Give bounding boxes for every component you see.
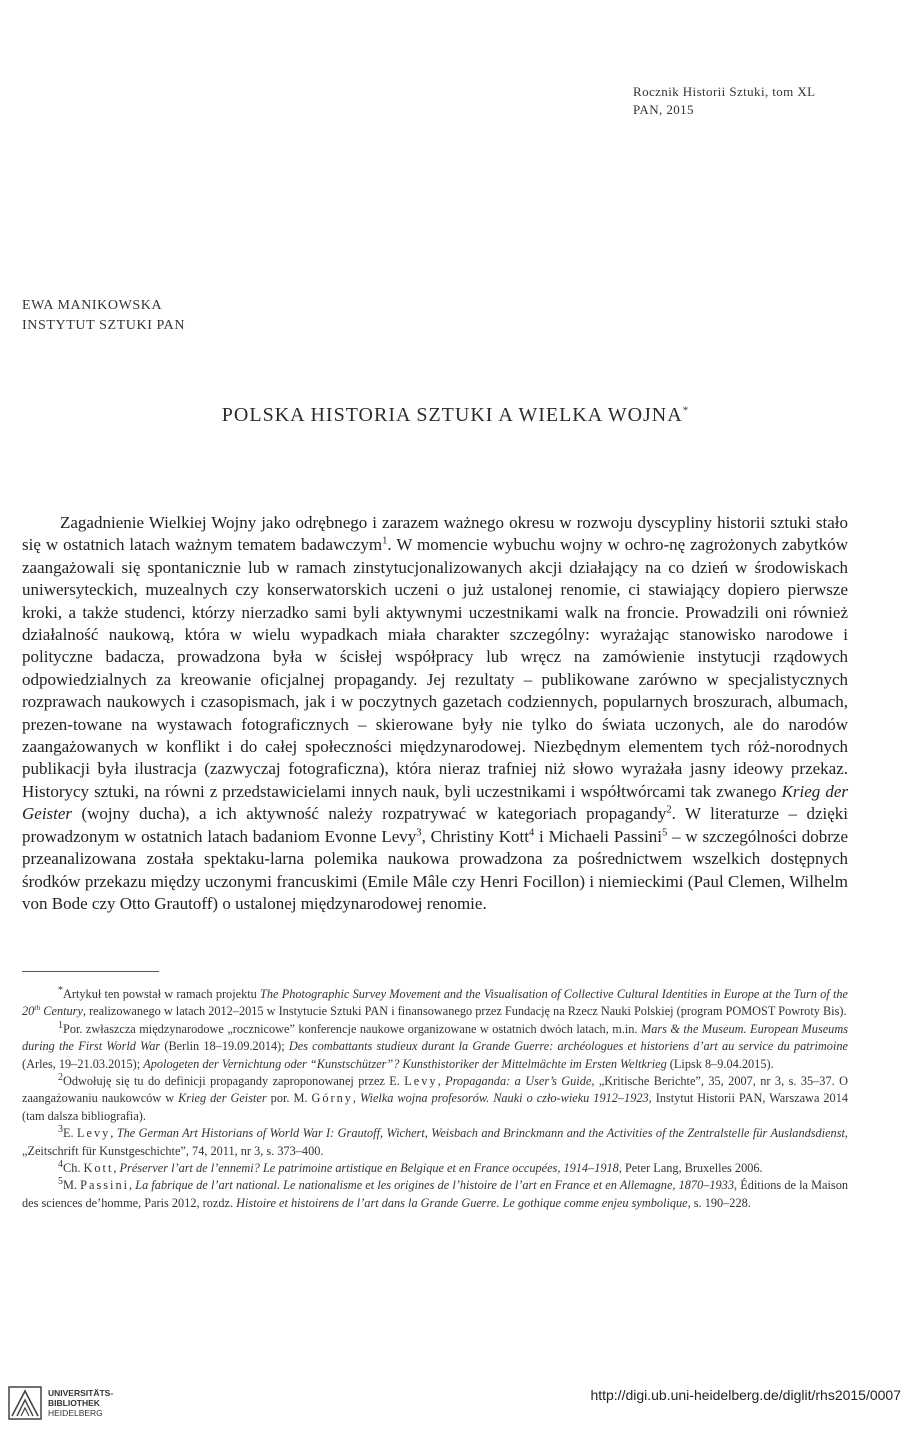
body-text-run: Zagadnienie Wielkiej Wojny jako odrębnego i zarazem ważnego okresu w rozwoju dyscypliny historii sztuki stało się w ostatnich latach ważnym tematem badawczym (22, 513, 848, 555)
body-italic-term: Krieg der Geister (22, 781, 848, 824)
body-paragraph (22, 512, 848, 915)
footnote-text: , (352, 1091, 360, 1106)
footnote-text: , Peter Lang, Bruxelles 2006. (618, 1161, 763, 1176)
footnote-text: M. (63, 1178, 81, 1193)
footnotes (22, 986, 848, 1212)
footnote-text: , (110, 1126, 117, 1141)
body-text-run: . W momencie wybuchu wojny w ochro-nę zagrożonych zabytków zaangażowali się spontanicznie lub w ramach zinstytucjonalizowanych akcji działający na co dzień w środowiskach uniwersyteckich, muzealnych czy konserwatorskich uczeni o już ustalonej renomie, ci stawiający dopiero pierwsze kroki, a także studenci, którzy nierzadko sami byli aktywnymi uczestnikami walk na froncie. Prowadzili oni również działalność naukową, która w wielu wypadkach miała charakter szczególny: wyrażając stanowisko narodowe i polityczne badacza, prowadzona była w ścisłej współpracy lub wręcz na zamówienie instytucji rządowych odpowiedzialnych za kreowanie oficjalnej propagandy. Jej rezultaty – publikowane zarówno w specjalistycznych rozprawach naukowych i czasopismach, jak i w poczytnych gazetach codziennych, popularnych broszurach, albumach, prezen-towane na wystawach fotograficznych – skierowane były nie tylko do świata uczonych, ale do narodów zaangażowanych w konflikt i do całej społeczności międzynarodowej. Niezbędnym elementem tych róż-norodnych publikacji była ilustracja (zazwyczaj fotograficzna), która nieraz trafniej niż słowo wyrażała jasny ideowy przekaz. Historycy sztuki, na równi z przedstawicielami innych nauk, byli uczestnikami i współtwórcami tak zwanego (22, 535, 848, 801)
footnote-text: , realizowanego w latach 2012–2015 w Instytucie Sztuki PAN i finansowanego przez Fundację na Rzecz Nauki Polskiej (program POMOST Powroty Bis). (82, 1004, 847, 1019)
library-emblem-icon (8, 1386, 42, 1420)
footnote-italic: Histoire et histoirens de l’art dans la Grande Guerre. Le gothique comme enjeu symbolique (236, 1195, 688, 1210)
footnote-text: (Berlin 18–19.09.2014); (160, 1039, 289, 1054)
footnote-divider (22, 971, 159, 972)
footnote-3: 3E. Levy, The German Art Historians of World War I: Grautoff, Wichert, Weisbach and Brinckmann and the Activities of the Zentralstelle für Auslandsdienst, „Zeitschrift für Kunstgeschichte”, 74, 2011, nr 3, s. 373–400. (22, 1124, 848, 1158)
author-name: EWA MANIKOWSKA (22, 298, 163, 313)
source-url[interactable]: http://digi.ub.uni-heidelberg.de/diglit/rhs2015/0007 (590, 1387, 901, 1403)
title-footnote-mark: * (682, 404, 690, 417)
footnote-italic: La fabrique de l’art national. Le nationalisme et les origines de l’histoire de l’art en France et en Allemagne, 1870–1933 (135, 1178, 734, 1193)
footnote-author: Kott (83, 1161, 114, 1176)
footnote-italic: Wielka wojna profesorów. Nauki o czło-wieku 1912–1923 (359, 1091, 649, 1106)
journal-header (633, 83, 815, 119)
footnote-text: , s. 190–228. (687, 1195, 751, 1210)
footnote-sup: th (34, 1003, 41, 1013)
footnote-italic: Apologeten der Vernichtung oder “Kunstschützer”? Kunsthistoriker der Mittelmächte im Ersten Weltkrieg (143, 1056, 667, 1071)
library-name (48, 1388, 113, 1418)
journal-publisher-year: PAN, 2015 (633, 102, 694, 117)
body-text-run: , Christiny Kott (421, 826, 529, 846)
footnote-text: E. (63, 1126, 77, 1141)
library-logo[interactable] (8, 1386, 128, 1422)
library-name-line: BIBLIOTHEK (48, 1398, 100, 1408)
footnote-italic: Des combattants studieux durant la Grande Guerre: archéologues et historiens d’art au service du patrimoine (288, 1039, 848, 1054)
body-text-run: – w szczególności dobrze przeanalizowana została spektaku-larna polemika naukowa prowadzona za pośrednictwem wszelkich dostępnych środków przekazu między uczonymi francuskimi (Emile Mâle czy Henri Focillon) i niemieckimi (Paul Clemen, Wilhelm von Bode czy Otto Grautoff) o ustalonej międzynarodowej renomie. (22, 826, 848, 913)
footnote-text: , Instytut Historii PAN, Warszawa 2014 (tam dalsza bibliografia). (22, 1091, 848, 1123)
footnote-ref-4[interactable]: 4 (528, 827, 535, 839)
footnote-author: Levy (404, 1074, 438, 1089)
footnote-text: , „Kritische Berichte”, 35, 2007, nr 3, s. 35–37. O zaangażowaniu naukowców w (22, 1074, 848, 1106)
footnote-star: *Artykuł ten powstał w ramach projektu The Photographic Survey Movement and the Visualisation of Collective Cultural Identities in Europe at the Turn of the 20th Century, realizowanego w latach 2012–2015 w Instytucie Sztuki PAN i finansowanego przez Fundację na Rzecz Nauki Polskiej (program POMOST Powroty Bis). (22, 984, 848, 1019)
footnote-2: 2Odwołuję się tu do definicji propagandy zaproponowanej przez E. Levy, Propaganda: a User’s Guide, „Kritische Berichte”, 35, 2007, nr 3, s. 35–37. O zaangażowaniu naukowców w Krieg der Geister por. M. Górny, Wielka wojna profesorów. Nauki o czło-wieku 1912–1923, Instytut Historii PAN, Warszawa 2014 (tam dalsza bibliografia). (22, 1071, 848, 1123)
author-block (22, 296, 185, 336)
article-title (0, 404, 911, 427)
footnote-text: por. M. (266, 1091, 312, 1106)
footnote-1: 1Por. zwłaszcza międzynarodowe „rocznicowe” konferencje naukowe organizowane w ostatnich dwóch latach, m.in. Mars & the Museum. European Museums during the First World War (Berlin 18–19.09.2014); Des combattants studieux durant la Grande Guerre: archéologues et historiens d’art au service du patrimoine (Arles, 19–21.03.2015); Apologeten der Vernichtung oder “Kunstschützer”? Kunsthistoriker der Mittelmächte im Ersten Weltkrieg (Lipsk 8–9.04.2015). (22, 1019, 848, 1071)
article-body (22, 512, 848, 915)
footnote-ref-5[interactable]: 5 (662, 827, 668, 839)
footnote-author: Levy (77, 1126, 111, 1141)
footnote-text: (Lipsk 8–9.04.2015). (666, 1056, 774, 1071)
footnote-author: Górny (311, 1091, 353, 1106)
library-name-line: UNIVERSITÄTS- (48, 1388, 114, 1398)
library-name-line: HEIDELBERG (48, 1408, 103, 1418)
footnote-text: (Arles, 19–21.03.2015); (22, 1056, 144, 1071)
footnote-italic: The German Art Historians of World War I: Grautoff, Wichert, Weisbach and Brinckmann and the Activities of the Zentralstelle für Auslandsdienst (116, 1126, 845, 1141)
article-title-text: POLSKA HISTORIA SZTUKI A WIELKA WOJNA (221, 404, 683, 426)
footnote-text: , (437, 1074, 446, 1089)
footnote-text: , Éditions de la Maison des sciences de’homme, Paris 2012, rozdz. (22, 1178, 848, 1210)
footnote-italic: Mars & the Museum. European Museums during the First World War (22, 1021, 848, 1054)
footnote-text: Ch. (63, 1161, 84, 1176)
footnote-author: Passini (80, 1178, 130, 1193)
footnote-text: Artykuł ten powstał w ramach projektu (63, 987, 261, 1001)
footnote-ref-3[interactable]: 3 (416, 827, 422, 839)
body-text-run: . W literaturze – dzięki prowadzonym w ostatnich latach badaniom Evonne Levy (22, 804, 848, 846)
footnote-italic: Krieg der Geister (178, 1091, 267, 1106)
footnote-4: 4Ch. Kott, Préserver l’art de l’ennemi? Le patrimoine artistique en Belgique et en France occupées, 1914–1918, Peter Lang, Bruxelles 2006. (58, 1158, 763, 1176)
footnote-5: 5M. Passini, La fabrique de l’art national. Le nationalisme et les origines de l’histoire de l’art en France et en Allemagne, 1870–1933, Éditions de la Maison des sciences de’homme, Paris 2012, rozdz. Histoire et histoirens de l’art dans la Grande Guerre. Le gothique comme enjeu symbolique, s. 190–228. (22, 1176, 848, 1210)
footnote-text: , (129, 1178, 136, 1193)
author-affiliation: INSTYTUT SZTUKI PAN (22, 318, 186, 333)
footnote-ref-1[interactable]: 1 (382, 535, 388, 547)
footnote-text: Odwołuję się tu do definicji propagandy zaproponowanej przez E. (63, 1074, 405, 1089)
body-text-run: i Michaeli Passini (534, 826, 663, 846)
footnote-italic: Propaganda: a User’s Guide (445, 1074, 592, 1089)
footnote-text: , (113, 1161, 120, 1176)
footnote-text: Por. zwłaszcza międzynarodowe „rocznicowe” konferencje naukowe organizowane w ostatnich dwóch latach, m.in. (63, 1021, 641, 1036)
journal-title: Rocznik Historii Sztuki, tom XL (633, 84, 816, 99)
body-text-run: (wojny ducha), a ich aktywność należy rozpatrywać w kategoriach propagandy (72, 804, 667, 824)
footnote-italic: Century (40, 1004, 83, 1019)
footnote-italic: Préserver l’art de l’ennemi? Le patrimoine artistique en Belgique et en France occupées, 1914–1918 (119, 1161, 619, 1176)
footnote-italic: The Photographic Survey Movement and the Visualisation of Collective Cultural Identities in Europe at the Turn of the 20 (22, 987, 848, 1019)
footnote-ref-2[interactable]: 2 (666, 804, 672, 816)
footnote-text: , „Zeitschrift für Kunstgeschichte”, 74, 2011, nr 3, s. 373–400. (22, 1126, 848, 1158)
